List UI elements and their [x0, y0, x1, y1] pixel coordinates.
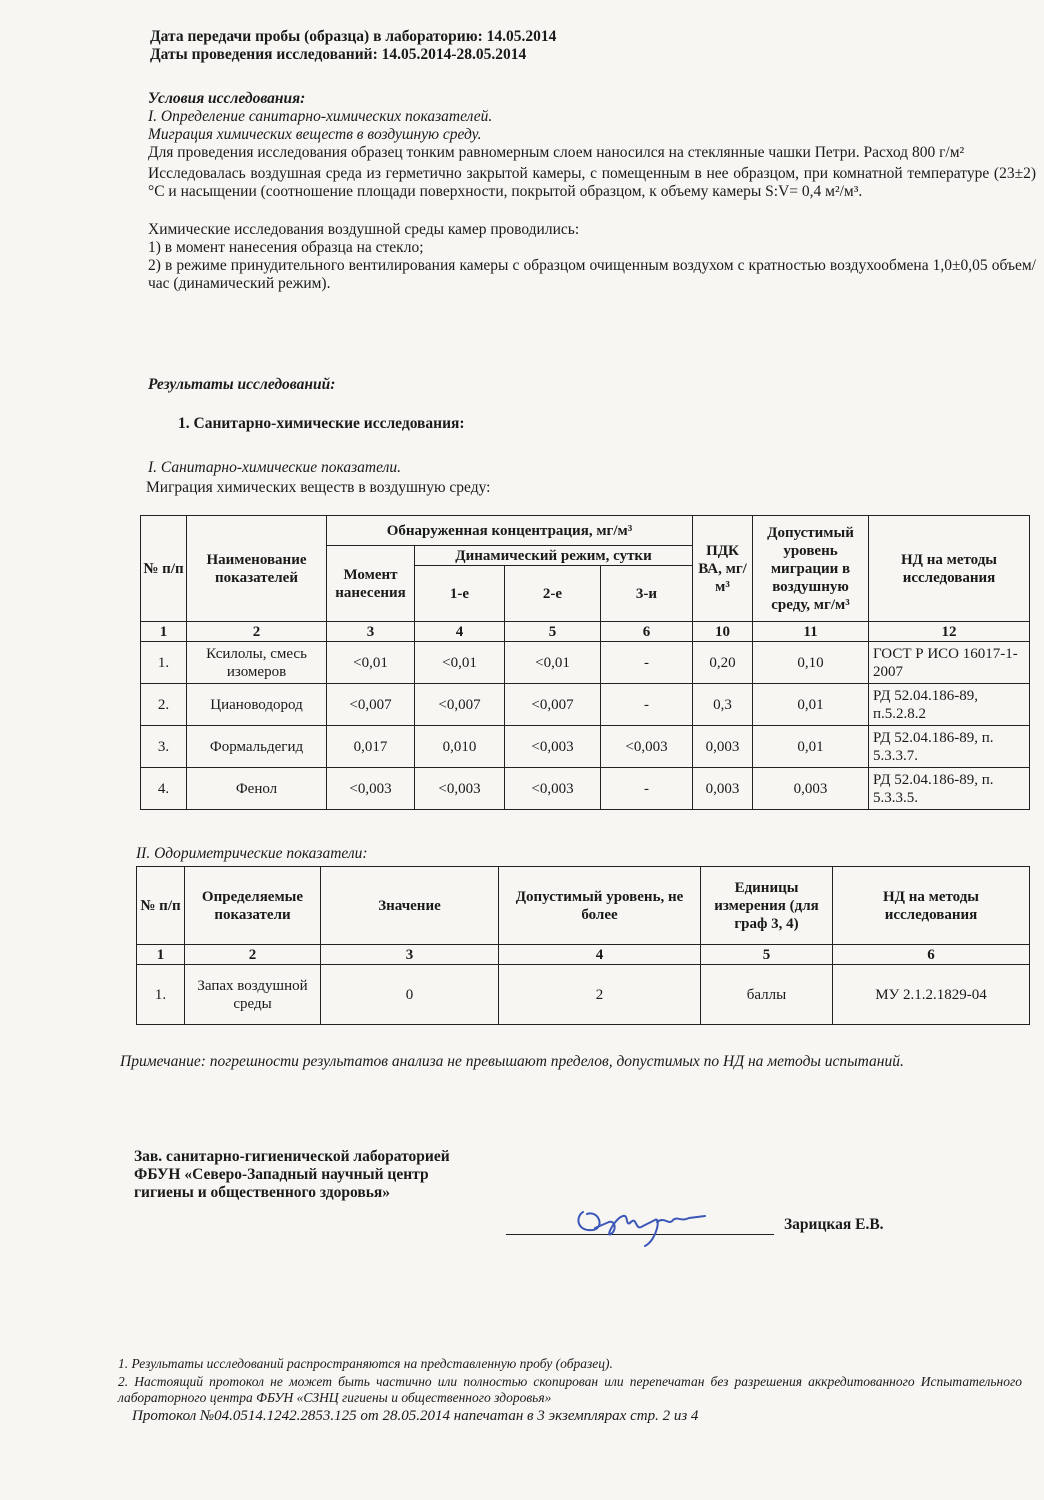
- row-c6: -: [601, 768, 693, 810]
- th-day2: 2-е: [505, 566, 601, 622]
- table-row: [141, 726, 1030, 768]
- th-day3: 3-и: [601, 566, 693, 622]
- handwritten-signature: [565, 1192, 725, 1252]
- colnum: 12: [869, 622, 1030, 642]
- signature-block: [134, 1148, 554, 1202]
- conditions-p2: Исследовалась воздушная среда из герметично закрытой камеры, с помещенным в нее образцом, при комнатной температуре (23±2)°С и насыщении (соотношение площади поверхности, покрытой образцом, к объему камеры S:V= 0,4 м²/м³.: [148, 165, 1036, 200]
- protocol-line: Протокол №04.0514.1242.2853.125 от 28.05.2014 напечатан в 3 экземплярах стр. 2 из 4: [132, 1408, 699, 1424]
- row-c5: <0,003: [505, 726, 601, 768]
- colnum: 2: [187, 622, 327, 642]
- row-c10: 0,20: [693, 642, 753, 684]
- colnum: 5: [505, 622, 601, 642]
- odor-table: [136, 866, 1030, 1025]
- row-num: 3.: [141, 726, 187, 768]
- row-value: 0: [321, 965, 499, 1025]
- row-c12: РД 52.04.186-89, п. 5.3.3.5.: [869, 768, 1030, 810]
- th2-name: Определяемые показатели: [185, 867, 321, 945]
- migration-table: [140, 515, 1030, 810]
- row-c4: <0,003: [415, 768, 505, 810]
- row-num: 2.: [141, 684, 187, 726]
- row-c3: <0,007: [327, 684, 415, 726]
- colnum: 6: [833, 945, 1030, 965]
- th2-nd: НД на методы исследования: [833, 867, 1030, 945]
- colnum: 3: [321, 945, 499, 965]
- row-c11: 0,01: [753, 726, 869, 768]
- conditions-p1: Для проведения исследования образец тонким равномерным слоем наносился на стеклянные чашки Петри. Расход 800 г/м²: [148, 144, 965, 161]
- colnum: 10: [693, 622, 753, 642]
- row-c5: <0,007: [505, 684, 601, 726]
- signature-position-3: гигиены и общественного здоровья»: [134, 1184, 391, 1201]
- signatory-name: Зарицкая Е.В.: [784, 1216, 884, 1233]
- table-row: [137, 965, 1030, 1025]
- colnum: 4: [415, 622, 505, 642]
- row-num: 1.: [137, 965, 185, 1025]
- th-moment: Момент нанесения: [327, 546, 415, 622]
- row-c5: <0,01: [505, 642, 601, 684]
- th-pdk: ПДК ВА, мг/м³: [693, 516, 753, 622]
- row-c11: 0,01: [753, 684, 869, 726]
- row-num: 4.: [141, 768, 187, 810]
- results-sub1b: Миграция химических веществ в воздушную среду:: [146, 479, 491, 496]
- colnum: 1: [137, 945, 185, 965]
- row-c6: <0,003: [601, 726, 693, 768]
- row-c6: -: [601, 684, 693, 726]
- row-c3: 0,017: [327, 726, 415, 768]
- th-dynamic: Динамический режим, сутки: [415, 546, 693, 566]
- row-allowed: 2: [499, 965, 701, 1025]
- colnum: 11: [753, 622, 869, 642]
- signature-position-2: ФБУН «Северо-Западный научный центр: [134, 1166, 429, 1183]
- row-units: баллы: [701, 965, 833, 1025]
- th-nd: НД на методы исследования: [869, 516, 1030, 622]
- conditions: [148, 90, 1036, 293]
- conditions-title: Условия исследования:: [148, 90, 306, 107]
- study-dates: Даты проведения исследований: 14.05.2014-28.05.2014: [150, 46, 527, 63]
- row-c10: 0,003: [693, 768, 753, 810]
- row-c6: -: [601, 642, 693, 684]
- colnum-row: [141, 622, 1030, 642]
- colnum: 3: [327, 622, 415, 642]
- row-c12: РД 52.04.186-89, п.5.2.8.2: [869, 684, 1030, 726]
- row-name: Формальдегид: [187, 726, 327, 768]
- conditions-item1: I. Определение санитарно-химических показателей.: [148, 108, 493, 125]
- row-c3: <0,003: [327, 768, 415, 810]
- row-nd: МУ 2.1.2.1829-04: [833, 965, 1030, 1025]
- row-num: 1.: [141, 642, 187, 684]
- transfer-date: Дата передачи пробы (образца) в лабораторию: 14.05.2014: [150, 28, 557, 45]
- results-section1: 1. Санитарно-химические исследования:: [178, 415, 465, 432]
- table-row: [141, 642, 1030, 684]
- row-name: Запах воздушной среды: [185, 965, 321, 1025]
- row-c11: 0,003: [753, 768, 869, 810]
- conditions-item2: Миграция химических веществ в воздушную среду.: [148, 126, 482, 143]
- colnum-row: [137, 945, 1030, 965]
- footer-item-1: 1. Результаты исследований распространяются на представленную пробу (образец).: [118, 1356, 613, 1371]
- row-c11: 0,10: [753, 642, 869, 684]
- row-c3: <0,01: [327, 642, 415, 684]
- row-c4: <0,007: [415, 684, 505, 726]
- conditions-p5: 2) в режиме принудительного вентилирования камеры с образцом очищенным воздухом с кратностью воздухообмена 1,0±0,05 объем/час (динамический режим).: [148, 257, 1036, 292]
- th2-allowed: Допустимый уровень, не более: [499, 867, 701, 945]
- colnum: 4: [499, 945, 701, 965]
- section2-title: II. Одориметрические показатели:: [136, 845, 368, 862]
- conditions-p3: Химические исследования воздушной среды камер проводились:: [148, 221, 580, 238]
- row-c4: <0,01: [415, 642, 505, 684]
- th-concentration: Обнаруженная концентрация, мг/м³: [327, 516, 693, 546]
- signature-position-1: Зав. санитарно-гигиенической лабораторией: [134, 1148, 450, 1165]
- footer-item-2: 2. Настоящий протокол не может быть частично или полностью скопирован или перепечатан без разрешения аккредитованного Испытательного лабораторного центра ФБУН «СЗНЦ гигиены и общественного здоровья»: [118, 1374, 1022, 1405]
- footer: [118, 1356, 1022, 1424]
- row-name: Фенол: [187, 768, 327, 810]
- row-name: Ксилолы, смесь изомеров: [187, 642, 327, 684]
- results-sub1: I. Санитарно-химические показатели.: [148, 459, 401, 476]
- conditions-p4: 1) в момент нанесения образца на стекло;: [148, 239, 424, 256]
- th-day1: 1-е: [415, 566, 505, 622]
- colnum: 6: [601, 622, 693, 642]
- th-allowed: Допустимый уровень миграции в воздушную среду, мг/м³: [753, 516, 869, 622]
- row-c4: 0,010: [415, 726, 505, 768]
- th2-num: № п/п: [137, 867, 185, 945]
- row-c5: <0,003: [505, 768, 601, 810]
- th2-value: Значение: [321, 867, 499, 945]
- row-c12: РД 52.04.186-89, п. 5.3.3.7.: [869, 726, 1030, 768]
- colnum: 1: [141, 622, 187, 642]
- row-c12: ГОСТ Р ИСО 16017-1-2007: [869, 642, 1030, 684]
- th-name: Наименование показателей: [187, 516, 327, 622]
- row-name: Циановодород: [187, 684, 327, 726]
- row-c10: 0,3: [693, 684, 753, 726]
- header: [150, 28, 1030, 64]
- row-c10: 0,003: [693, 726, 753, 768]
- th-num: № п/п: [141, 516, 187, 622]
- table-row: [141, 768, 1030, 810]
- note: Примечание: погрешности результатов анализа не превышают пределов, допустимых по НД на методы испытаний.: [120, 1053, 904, 1070]
- th2-units: Единицы измерения (для граф 3, 4): [701, 867, 833, 945]
- colnum: 2: [185, 945, 321, 965]
- colnum: 5: [701, 945, 833, 965]
- table-row: [141, 684, 1030, 726]
- results-title: Результаты исследований:: [148, 376, 336, 393]
